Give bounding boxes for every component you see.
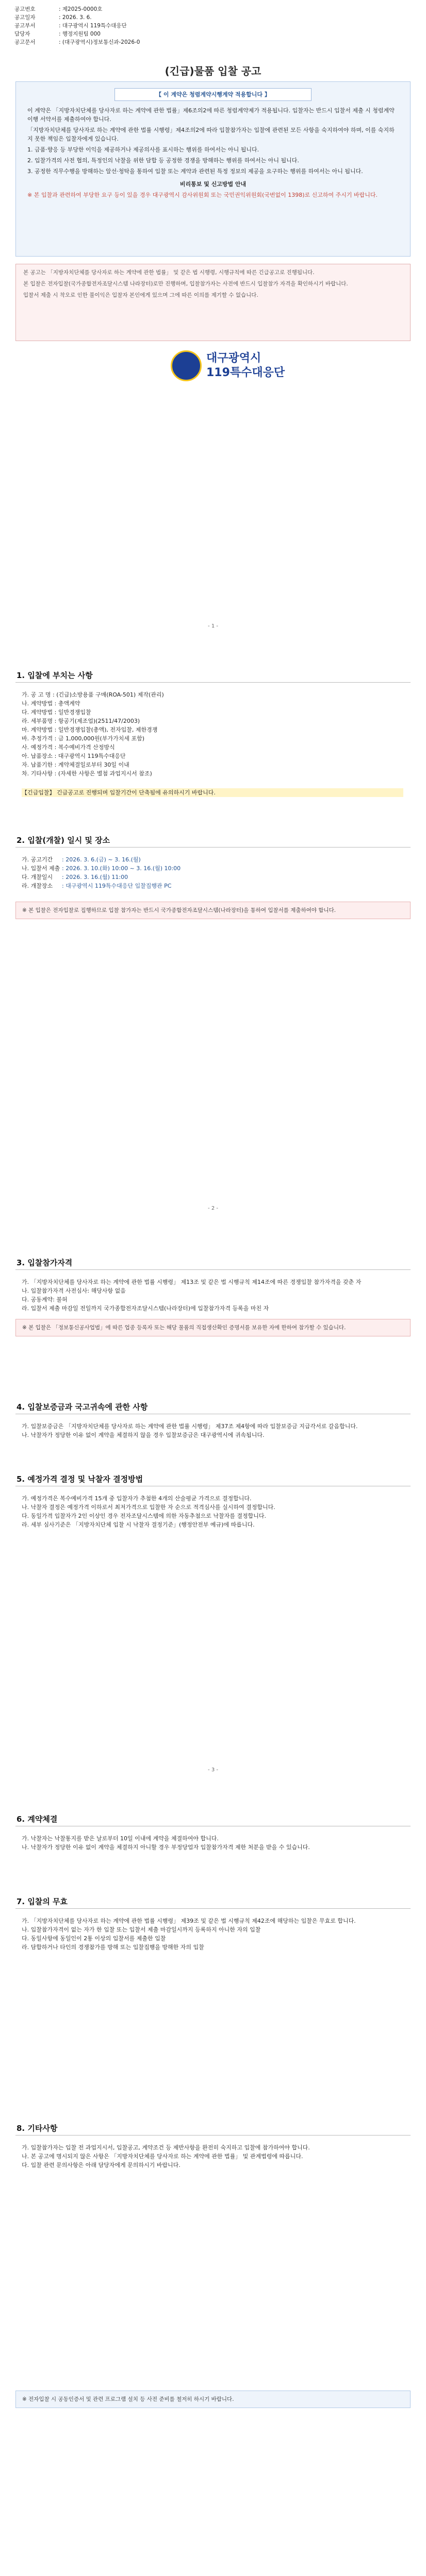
meta-label: 공고문서 bbox=[14, 39, 36, 45]
schedule-label: 라. 개찰장소 bbox=[22, 883, 53, 889]
section-divider bbox=[15, 1269, 411, 1270]
page-number: - 3 - bbox=[208, 1767, 218, 1773]
section-line: 아. 납품장소 : 대구광역시 119특수대응단 bbox=[22, 753, 126, 759]
section-line: 마. 계약방법 : 일반경쟁입찰(총액), 전자입찰, 제한경쟁 bbox=[22, 726, 158, 733]
schedule-note-box: ※ 본 입찰은 전자입찰로 집행하므로 입찰 참가자는 반드시 국가종합전자조달시스템(나라장터)을 통하여 입찰서를 제출하여야 합니다. bbox=[15, 902, 411, 919]
schedule-row bbox=[22, 855, 403, 864]
schedule-row bbox=[22, 873, 403, 882]
fire-department-logo-icon bbox=[171, 350, 202, 381]
notice-paragraph: 1. 금품·향응 등 부당한 이익을 제공하거나 제공의사를 표시하는 행위를 하여서는 아니 됩니다. bbox=[27, 146, 259, 153]
warning-line: 입찰서 제출 시 착오로 인한 불이익은 입찰자 본인에게 있으며 그에 따른 이의를 제기할 수 없습니다. bbox=[23, 292, 258, 298]
page-number: - 1 - bbox=[208, 623, 218, 629]
section-body bbox=[22, 1834, 403, 1852]
section-line: 차. 기타사항 : (자세한 사항은 별첨 과업지시서 참조) bbox=[22, 770, 152, 777]
section-line: 가. 낙찰자는 낙찰통지를 받은 날로부터 10일 이내에 계약을 체결하여야 합니다. bbox=[22, 1835, 219, 1842]
emergency-highlight: 【긴급입찰】 긴급공고로 진행되며 입찰기간이 단축됨에 유의하시기 바랍니다. bbox=[22, 788, 403, 797]
meta-value: : 행정지원팀 000 bbox=[59, 31, 101, 37]
section-title: 4. 입찰보증금과 국고귀속에 관한 사항 bbox=[17, 1402, 148, 1412]
section-line: 나. 낙찰자가 정당한 이유 없이 계약을 체결하지 않을 경우 입찰보증금은 대구광역시에 귀속됩니다. bbox=[22, 1432, 265, 1438]
section-divider bbox=[15, 682, 411, 683]
schedule-value: : 2026. 3. 10.(화) 10:00 ~ 3. 16.(월) 10:00 bbox=[62, 865, 181, 872]
meta-row bbox=[14, 22, 140, 30]
meta-value: : 대구광역시 119특수대응단 bbox=[59, 23, 127, 29]
meta-row bbox=[14, 30, 140, 38]
section-divider bbox=[15, 847, 411, 848]
meta-row bbox=[14, 13, 140, 22]
section-line: 가. 공 고 명 : (긴급)소방용품 구매(ROA-501) 제작(관리) bbox=[22, 691, 164, 698]
section-line: 다. 동일사항에 동일인이 2통 이상의 입찰서를 제출한 입찰 bbox=[22, 1935, 166, 1942]
meta-label: 공고일자 bbox=[14, 14, 36, 21]
section-body bbox=[22, 1422, 403, 1439]
meta-value: : 제2025-0000호 bbox=[59, 6, 103, 12]
warning-line: 본 공고는 「지방자치단체를 당사자로 하는 계약에 관한 법률」 및 같은 법 시행령, 시행규칙에 따른 긴급공고로 진행됩니다. bbox=[23, 269, 315, 276]
section-line: 라. 입찰서 제출 마감일 전일까지 국가종합전자조달시스템(나라장터)에 입찰참가자격 등록을 마친 자 bbox=[22, 1305, 269, 1312]
section-divider bbox=[15, 2135, 411, 2136]
section-line: 라. 세부 심사기준은 「지방자치단체 입찰 시 낙찰자 결정기준」(행정안전부 예규)에 따릅니다. bbox=[22, 1521, 255, 1528]
notice-meta bbox=[14, 5, 140, 46]
preparation-note-box: ※ 전자입찰 시 공동인증서 및 관련 프로그램 설치 등 사전 준비를 철저히 하시기 바랍니다. bbox=[15, 2391, 411, 2408]
section-line: 나. 낙찰자 결정은 예정가격 이하로서 최저가격으로 입찰한 자 순으로 적격심사를 실시하여 결정합니다. bbox=[22, 1504, 275, 1511]
integrity-notice-box bbox=[15, 81, 411, 257]
meta-row bbox=[14, 38, 140, 46]
schedule-row bbox=[22, 882, 403, 890]
notice-paragraph: ※ 본 입찰과 관련하여 부당한 요구 등이 있을 경우 대구광역시 감사위원회 또는 국민권익위원회(국번없이 1398)로 신고하여 주시기 바랍니다. bbox=[27, 192, 378, 198]
section-line: 가. 예정가격은 복수예비가격 15개 중 입찰자가 추첨한 4개의 산술평균 가격으로 결정합니다. bbox=[22, 1495, 252, 1502]
section-body bbox=[22, 1278, 403, 1313]
section-line: 다. 공동계약: 불허 bbox=[22, 1296, 68, 1303]
section-line: 라. 세부품명 : 항공기(제조업)(2511/47/2003) bbox=[22, 718, 140, 724]
section-line: 라. 담합하거나 타인의 경쟁참가를 방해 또는 입찰집행을 방해한 자의 입찰 bbox=[22, 1944, 204, 1951]
notice-paragraph: 2. 입찰가격의 사전 협의, 특정인의 낙찰을 위한 담합 등 공정한 경쟁을 방해하는 행위를 하여서는 아니 됩니다. bbox=[27, 157, 299, 164]
section-body bbox=[22, 2143, 403, 2170]
organization-name bbox=[206, 351, 285, 380]
meta-label: 담당자 bbox=[14, 31, 30, 37]
section-line: 가. 입찰참가자는 입찰 전 과업지시서, 입찰공고, 계약조건 등 제반사항을 완전히 숙지하고 입찰에 참가하여야 합니다. bbox=[22, 2144, 310, 2151]
section-title: 5. 예정가격 결정 및 낙찰자 결정방법 bbox=[17, 1475, 143, 1484]
meta-value: : 2026. 3. 6. bbox=[59, 14, 92, 21]
warning-line: 본 입찰은 전자입찰(국가종합전자조달시스템 나라장터)로만 진행하며, 입찰참가자는 사전에 반드시 입찰참가 자격을 확인하시기 바랍니다. bbox=[23, 281, 348, 287]
section-line: 나. 입찰참가자격 사전심사: 해당사항 없음 bbox=[22, 1287, 126, 1294]
section-title: 6. 계약체결 bbox=[17, 1815, 58, 1824]
organization-line: 119특수대응단 bbox=[206, 366, 285, 379]
section-title: 3. 입찰참가자격 bbox=[17, 1258, 73, 1267]
warning-box bbox=[15, 264, 411, 341]
section-line: 바. 추정가격 : 금 1,000,000원(부가가치세 포함) bbox=[22, 735, 145, 742]
section-line: 다. 입찰 관련 문의사항은 아래 담당자에게 문의하시기 바랍니다. bbox=[22, 2162, 181, 2168]
organization-line: 대구광역시 bbox=[206, 352, 261, 365]
section-line: 나. 입찰참가자격이 없는 자가 한 입찰 또는 입찰서 제출 마감일시까지 등록하지 아니한 자의 입찰 bbox=[22, 1926, 261, 1933]
section-body bbox=[22, 1494, 403, 1529]
schedule-value: : 대구광역시 119특수대응단 입찰집행관 PC bbox=[62, 883, 172, 889]
report-method-title: 비리통보 및 신고방법 안내 bbox=[179, 181, 247, 188]
section-line: 가. 입찰보증금은 「지방자치단체를 당사자로 하는 계약에 관한 법률 시행령」 제37조 제4항에 따라 입찰보증금 지급각서로 갈음합니다. bbox=[22, 1423, 358, 1430]
notice-paragraph: 3. 공정한 직무수행을 방해하는 알선·청탁을 통하여 입찰 또는 계약과 관련된 특정 정보의 제공을 요구하는 행위를 하여서는 아니 됩니다. bbox=[27, 168, 363, 175]
section-divider bbox=[15, 1908, 411, 1909]
section-title: 1. 입찰에 부치는 사항 bbox=[17, 671, 93, 680]
schedule-label: 가. 공고기간 bbox=[22, 856, 53, 863]
section-title: 2. 입찰(개찰) 일시 및 장소 bbox=[17, 836, 110, 845]
schedule-value: : 2026. 3. 16.(월) 11:00 bbox=[62, 874, 128, 880]
schedule-list bbox=[22, 855, 403, 890]
eligibility-note-box: ※ 본 입찰은 「정보통신공사업법」에 따른 업종 등록자 또는 해당 물품의 직접생산확인 증명서를 보유한 자에 한하여 참가할 수 있습니다. bbox=[15, 1319, 411, 1336]
section-body bbox=[22, 690, 403, 778]
section-line: 나. 낙찰자가 정당한 이유 없이 계약을 체결하지 아니할 경우 부정당업자 입찰참가자격 제한 처분을 받을 수 있습니다. bbox=[22, 1844, 310, 1851]
section-title: 8. 기타사항 bbox=[17, 2124, 58, 2133]
section-title: 7. 입찰의 무효 bbox=[17, 1897, 68, 1906]
section-line: 나. 계약방법 : 총액계약 bbox=[22, 700, 80, 707]
meta-label: 공고부서 bbox=[14, 23, 36, 29]
notice-paragraph: 「지방자치단체를 당사자로 하는 계약에 관한 법률 시행령」제4조의2에 따라 입찰참가자는 입찰에 관련된 모든 사항을 숙지하여야 하며, 이를 숙지하지 못한 책임은 입찰자에게 있습니다. bbox=[27, 127, 395, 142]
section-line: 나. 본 공고에 명시되지 않은 사항은 「지방자치단체를 당사자로 하는 계약에 관한 법률」 및 관계법령에 따릅니다. bbox=[22, 2153, 303, 2160]
schedule-value: : 2026. 3. 6.(금) ~ 3. 16.(월) bbox=[62, 856, 141, 863]
section-line: 다. 동일가격 입찰자가 2인 이상인 경우 전자조달시스템에 의한 자동추첨으로 낙찰자를 결정합니다. bbox=[22, 1513, 266, 1519]
section-line: 사. 예정가격 : 복수예비가격 산정방식 bbox=[22, 744, 115, 751]
page-title: (긴급)물품 입찰 공고 bbox=[165, 65, 261, 77]
notice-heading: 【 이 계약은 청렴계약시행계약 적용합니다 】 bbox=[114, 88, 312, 101]
notice-paragraph: 이 계약은 「지방자치단체를 당사자로 하는 계약에 관한 법률」제6조의2에 따른 청렴계약제가 적용됩니다. 입찰자는 반드시 입찰서 제출 시 청렴계약이행 서약서를 제출하여야 합니다. bbox=[27, 107, 395, 123]
meta-row bbox=[14, 5, 140, 13]
page-number: - 2 - bbox=[208, 1206, 218, 1211]
section-line: 가. 「지방자치단체를 당사자로 하는 계약에 관한 법률 시행령」 제13조 및 같은 법 시행규칙 제14조에 따른 경쟁입찰 참가자격을 갖춘 자 bbox=[22, 1279, 362, 1285]
section-line: 자. 납품기한 : 계약체결일로부터 30일 이내 bbox=[22, 761, 129, 768]
schedule-row bbox=[22, 864, 403, 873]
section-line: 가. 「지방자치단체를 당사자로 하는 계약에 관한 법률 시행령」 제39조 및 같은 법 시행규칙 제42조에 해당하는 입찰은 무효로 합니다. bbox=[22, 1918, 356, 1924]
schedule-label: 다. 개찰일시 bbox=[22, 874, 53, 880]
meta-label: 공고번호 bbox=[14, 6, 36, 12]
meta-value: : (대구광역시)정보통신과-2026-0 bbox=[59, 39, 140, 45]
section-body bbox=[22, 1917, 403, 1952]
schedule-label: 나. 입찰서 제출 bbox=[22, 865, 60, 872]
section-line: 다. 계약방법 : 일반경쟁입찰 bbox=[22, 709, 91, 716]
